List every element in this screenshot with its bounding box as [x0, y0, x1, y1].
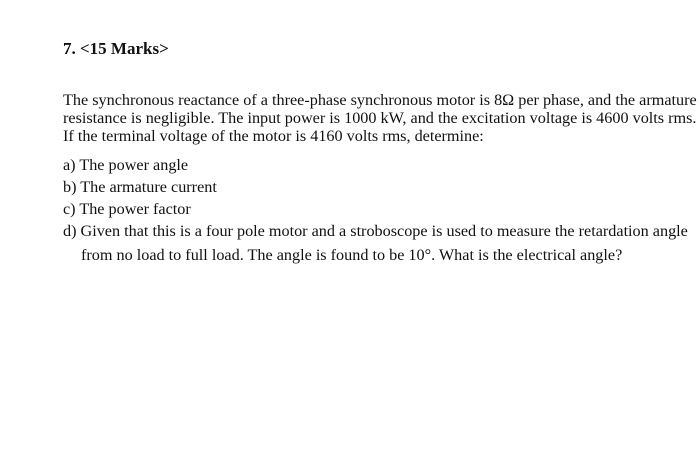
- question-parts-list: [63, 154, 688, 268]
- part-c: c) The power factor: [63, 200, 191, 218]
- part-b: b) The armature current: [63, 178, 217, 196]
- question-statement: [63, 91, 697, 145]
- part-a: a) The power angle: [63, 156, 189, 174]
- part-d-continuation: from no load to full load. The angle is found to be 10°. What is the electrical angle?: [81, 246, 623, 264]
- statement-line: The synchronous reactance of a three-phase synchronous motor is 8Ω per phase, and the armature: [63, 91, 697, 109]
- statement-line: resistance is negligible. The input power is 1000 kW, and the excitation voltage is 4600 volts rms.: [63, 109, 697, 127]
- question-header: 7. <15 Marks>: [63, 39, 169, 58]
- statement-line: If the terminal voltage of the motor is 4160 volts rms, determine:: [63, 127, 484, 145]
- part-d: d) Given that this is a four pole motor and a stroboscope is used to measure the retardation angle: [63, 222, 688, 240]
